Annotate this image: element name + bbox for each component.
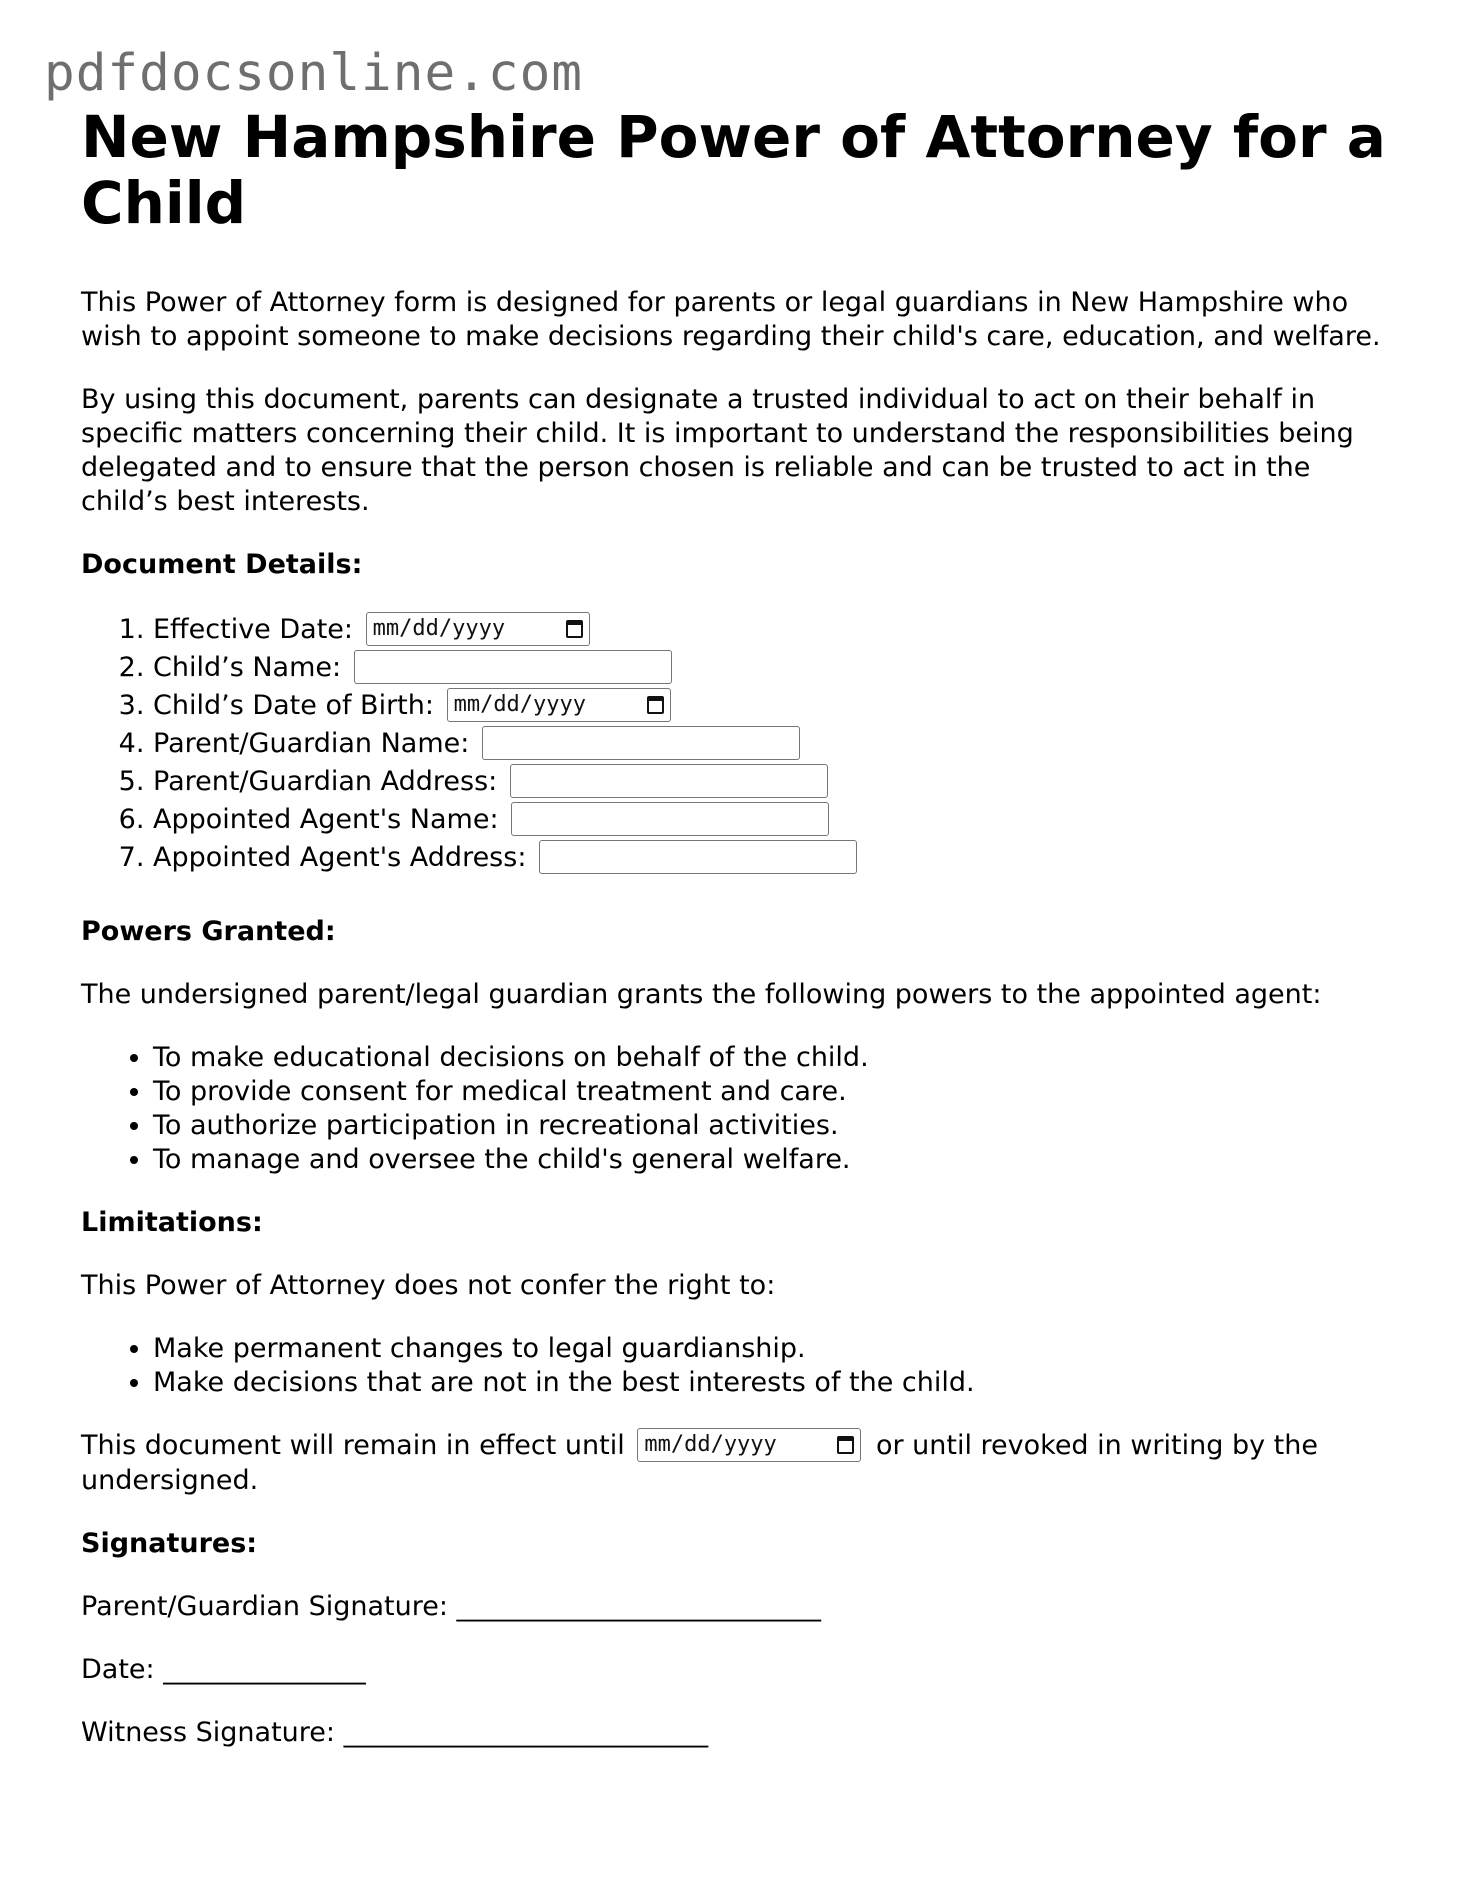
detail-parent-name	[153, 725, 1401, 763]
detail-child-name	[153, 649, 1401, 687]
powers-list	[81, 1041, 1401, 1177]
parent-name-label: Parent/Guardian Name:	[153, 728, 470, 759]
parent-address-input[interactable]	[510, 764, 828, 798]
date-line: Date: _______________	[81, 1653, 366, 1685]
detail-parent-address	[153, 763, 1401, 801]
effective-date-label: Effective Date:	[153, 614, 354, 645]
list-item: • Make decisions that are not in the best interests of the child.	[153, 1366, 1401, 1400]
agent-name-input[interactable]	[511, 802, 829, 836]
list-item: • To authorize participation in recreational activities.	[153, 1109, 1401, 1143]
agent-name-label: Appointed Agent's Name:	[153, 804, 499, 835]
list-item: • To make educational decisions on behalf of the child.	[153, 1041, 1401, 1075]
intro-paragraph-1: This Power of Attorney form is designed for parents or legal guardians in New Hampshire who wish to appoint someone to make decisions regarding their child's care, education, and welfare.	[81, 287, 1381, 352]
powers-heading: Powers Granted:	[81, 916, 336, 947]
powers-intro: The undersigned parent/legal guardian grants the following powers to the appointed agent:	[81, 979, 1322, 1010]
parent-signature-line: Parent/Guardian Signature: ___________________________	[81, 1590, 822, 1622]
child-name-label: Child’s Name:	[153, 652, 342, 683]
end-date-input[interactable]	[637, 1428, 861, 1462]
limitations-heading: Limitations:	[81, 1207, 263, 1238]
calendar-icon[interactable]	[647, 696, 664, 714]
agent-address-label: Appointed Agent's Address:	[153, 842, 527, 873]
parent-address-label: Parent/Guardian Address:	[153, 766, 498, 797]
parent-name-input[interactable]	[482, 726, 800, 760]
list-item: • To provide consent for medical treatment and care.	[153, 1075, 1401, 1109]
limitations-list	[81, 1332, 1401, 1400]
limitations-intro: This Power of Attorney does not confer the right to:	[81, 1270, 776, 1301]
detail-agent-address	[153, 839, 1401, 877]
effect-paragraph	[81, 1429, 1401, 1498]
end-date-placeholder: mm/dd/yyyy	[644, 1431, 777, 1457]
child-dob-label: Child’s Date of Birth:	[153, 690, 434, 721]
signatures-heading: Signatures:	[81, 1527, 258, 1559]
witness-signature-line: Witness Signature: ___________________________	[81, 1716, 709, 1748]
effective-date-placeholder: mm/dd/yyyy	[372, 615, 506, 641]
list-item: • To manage and oversee the child's general welfare.	[153, 1143, 1401, 1177]
calendar-icon[interactable]	[566, 620, 583, 638]
list-item: • Make permanent changes to legal guardianship.	[153, 1332, 1401, 1366]
document-details-list	[81, 611, 1401, 877]
document-details-heading: Document Details:	[81, 549, 363, 580]
document-body	[81, 104, 1401, 1779]
child-name-input[interactable]	[354, 650, 672, 684]
child-dob-placeholder: mm/dd/yyyy	[453, 691, 587, 717]
calendar-icon[interactable]	[837, 1436, 854, 1454]
agent-address-input[interactable]	[539, 840, 857, 874]
detail-agent-name	[153, 801, 1401, 839]
child-dob-input[interactable]	[447, 688, 671, 722]
effective-date-input[interactable]	[366, 612, 590, 646]
detail-effective-date	[153, 611, 1401, 649]
effect-text-after: or until revoked in writing by the undersigned.	[81, 1430, 1318, 1496]
intro-paragraph-2: By using this document, parents can designate a trusted individual to act on their behalf in specific matters concerning their child. It is important to understand the responsibilities being delegated and to ensure that the person chosen is reliable and can be trusted to act in the child’s best interests.	[81, 384, 1354, 517]
site-watermark: pdfdocsonline.com	[44, 44, 583, 103]
detail-child-dob	[153, 687, 1401, 725]
page-title: New Hampshire Power of Attorney for a Child	[81, 103, 1386, 237]
effect-text-before: This document will remain in effect until	[81, 1430, 625, 1461]
